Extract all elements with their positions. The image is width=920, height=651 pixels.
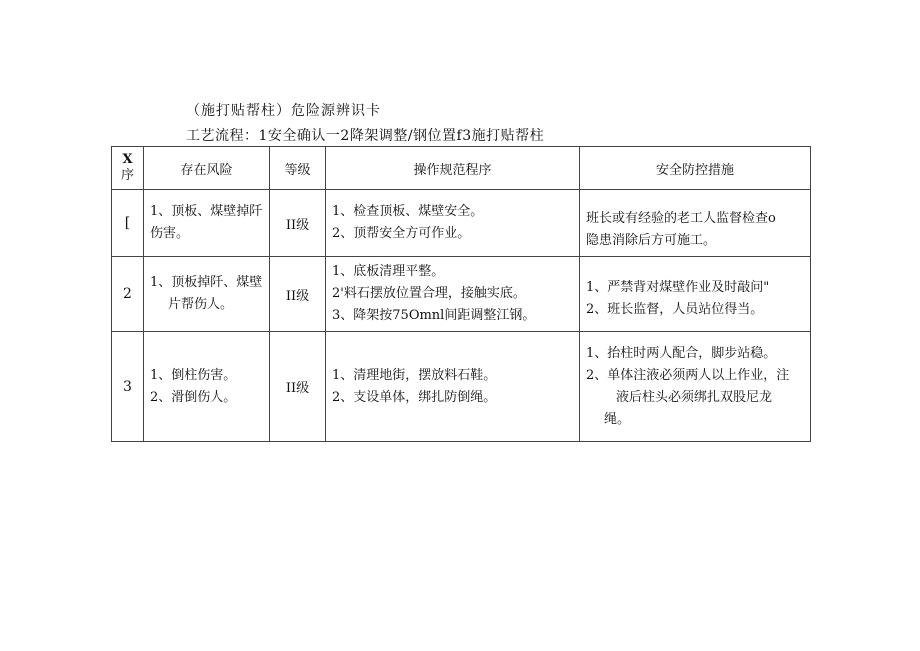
process-flow-line: 工艺流程：1安全确认一2降架调整/钢位置f3施打贴帮柱 [186,128,545,144]
procedure-cell [326,190,580,257]
row-number: 3 [112,332,144,442]
header-no [112,147,144,190]
table-row [112,257,811,332]
procedure-line: 2'料石摆放位置合理，接触实底。 [332,286,526,301]
procedure-line: 1、清理地街，摆放料石鞋。 [332,367,497,383]
level-cell: II级 [270,190,326,257]
header-procedure: 操作规范程序 [326,147,580,190]
level-cell: II级 [270,257,326,332]
procedure-line: 1、检查顶板、煤壁安全。 [332,204,484,219]
procedure-line: 3、降架按75Omnl间距调整江钢。 [332,308,536,323]
risk-line: 1、顶板、煤壁掉阡 [150,204,263,219]
control-line: 1、严禁背对煤壁作业及时敲问" [586,280,770,295]
row-number: 2 [112,257,144,332]
document-title: （施打贴帮柱）危险源辨识卡 [186,103,381,119]
risk-line: 片帮伤人。 [168,297,234,312]
hazard-table [111,146,811,442]
risk-cell [144,332,270,442]
control-line: 班长或有经验的老工人监督检查o [586,211,776,226]
row-number: [ [112,190,144,257]
header-control: 安全防控措施 [580,147,811,190]
header-no-mark: X [122,152,133,167]
control-line: 1、抬柱时两人配合，脚步站稳。 [586,345,777,361]
control-line: 隐患消除后方可施工。 [586,233,717,248]
table-row [112,190,811,257]
procedure-line: 2、顶帮安全方可作业。 [332,226,471,241]
control-line: 绳。 [604,411,631,427]
header-row [112,147,811,190]
risk-line: 1、顶板掉阡、煤壁 [150,275,263,290]
level-cell: II级 [270,332,326,442]
risk-cell [144,190,270,257]
control-cell [580,190,811,257]
control-line: 2、单体注液必须两人以上作业，注 [586,367,790,383]
control-line: 2、班长监督，人员站位得当。 [586,302,764,317]
procedure-line: 1、底板清理平整。 [332,264,445,279]
procedure-cell [326,332,580,442]
table-row [112,332,811,442]
risk-cell [144,257,270,332]
risk-line: 2、滑倒伤人。 [150,389,237,405]
control-line: 液后柱头必须绑扎双股尼龙 [616,389,773,405]
header-risk: 存在风险 [144,147,270,190]
header-no-label: 序 [120,168,134,183]
procedure-line: 2、支设单体，绑扎防倒绳。 [332,389,497,405]
control-cell [580,332,811,442]
procedure-cell [326,257,580,332]
risk-line: 伤害。 [150,226,190,241]
control-cell [580,257,811,332]
risk-line: 1、倒柱伤害。 [150,367,237,383]
header-level: 等级 [270,147,326,190]
